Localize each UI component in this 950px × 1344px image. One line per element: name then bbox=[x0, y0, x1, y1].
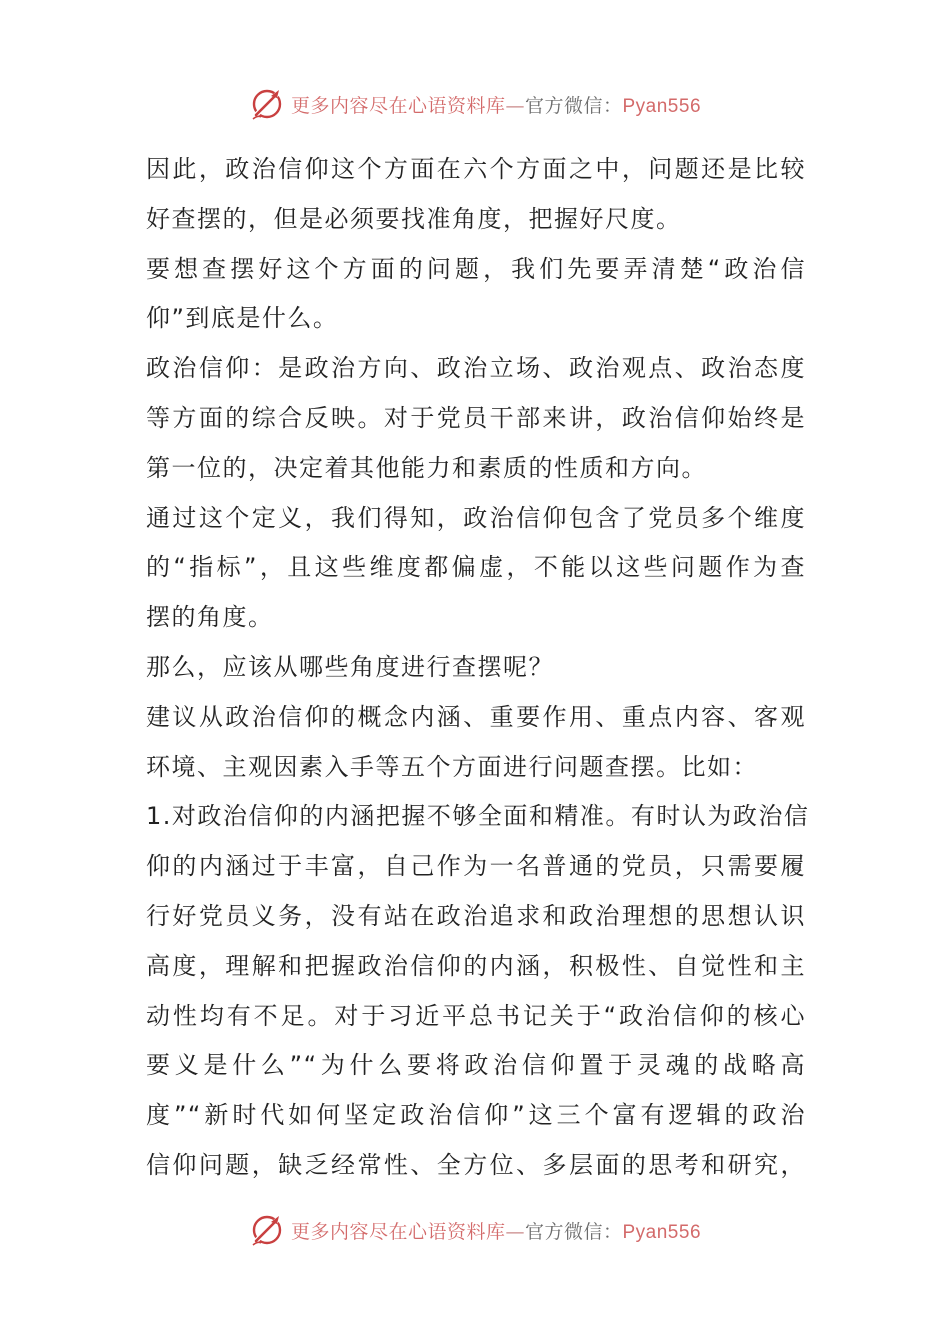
body-line: 通过这个定义，我们得知，政治信仰包含了党员多个维度 bbox=[146, 503, 806, 532]
document-body bbox=[146, 145, 810, 1191]
body-line: 政治信仰：是政治方向、政治立场、政治观点、政治态度 bbox=[146, 354, 806, 383]
body-line: 1.对政治信仰的内涵把握不够全面和精准。有时认为政治信 bbox=[146, 802, 810, 831]
header-site-text: 更多内容尽在心语资料库 bbox=[290, 94, 506, 117]
footer-wechat-id: Pyan556 bbox=[622, 1221, 702, 1243]
header-dash: — bbox=[505, 94, 525, 117]
pen-logo-icon bbox=[249, 86, 285, 122]
body-line: 动性均有不足。对于习近平总书记关于“政治信仰的核心 bbox=[146, 1001, 806, 1030]
footer-site-text: 更多内容尽在心语资料库 bbox=[290, 1220, 506, 1243]
body-line: 那么，应该从哪些角度进行查摆呢？ bbox=[146, 652, 554, 681]
body-line: 仰”到底是什么。 bbox=[146, 304, 339, 333]
body-line: 建议从政治信仰的概念内涵、重要作用、重点内容、客观 bbox=[146, 702, 806, 731]
footer-dash: — bbox=[505, 1220, 525, 1243]
footer-watermark-text bbox=[291, 1217, 701, 1244]
body-line: 要想查摆好这个方面的问题，我们先要弄清楚“政治信 bbox=[146, 254, 806, 283]
header-wechat-label: 官方微信： bbox=[524, 94, 623, 117]
body-line: 环境、主观因素入手等五个方面进行问题查摆。比如： bbox=[146, 752, 758, 781]
pen-logo-icon bbox=[249, 1212, 285, 1248]
body-line: 行好党员义务，没有站在政治追求和政治理想的思想认识 bbox=[146, 901, 806, 930]
header-wechat-id: Pyan556 bbox=[622, 95, 702, 117]
body-line: 度”“新时代如何坚定政治信仰”这三个富有逻辑的政治 bbox=[146, 1101, 806, 1130]
body-line: 高度，理解和把握政治信仰的内涵，积极性、自觉性和主 bbox=[146, 951, 806, 980]
body-line: 的“指标”，且这些维度都偏虚，不能以这些问题作为查 bbox=[146, 553, 806, 582]
body-line: 摆的角度。 bbox=[146, 603, 274, 632]
footer-watermark-banner bbox=[0, 1208, 950, 1252]
body-line: 信仰问题，缺乏经常性、全方位、多层面的思考和研究， bbox=[146, 1150, 806, 1179]
header-watermark-text bbox=[291, 91, 701, 118]
body-line: 因此，政治信仰这个方面在六个方面之中，问题还是比较 bbox=[146, 155, 806, 183]
body-line: 等方面的综合反映。对于党员干部来讲，政治信仰始终是 bbox=[146, 403, 806, 432]
footer-wechat-label: 官方微信： bbox=[524, 1220, 623, 1243]
header-watermark-banner bbox=[0, 82, 950, 126]
body-line: 仰的内涵过于丰富，自己作为一名普通的党员，只需要履 bbox=[146, 852, 806, 881]
body-line: 好查摆的，但是必须要找准角度，把握好尺度。 bbox=[146, 204, 682, 233]
body-line: 要义是什么”“为什么要将政治信仰置于灵魂的战略高 bbox=[146, 1051, 806, 1080]
body-line: 第一位的，决定着其他能力和素质的性质和方向。 bbox=[146, 453, 707, 482]
